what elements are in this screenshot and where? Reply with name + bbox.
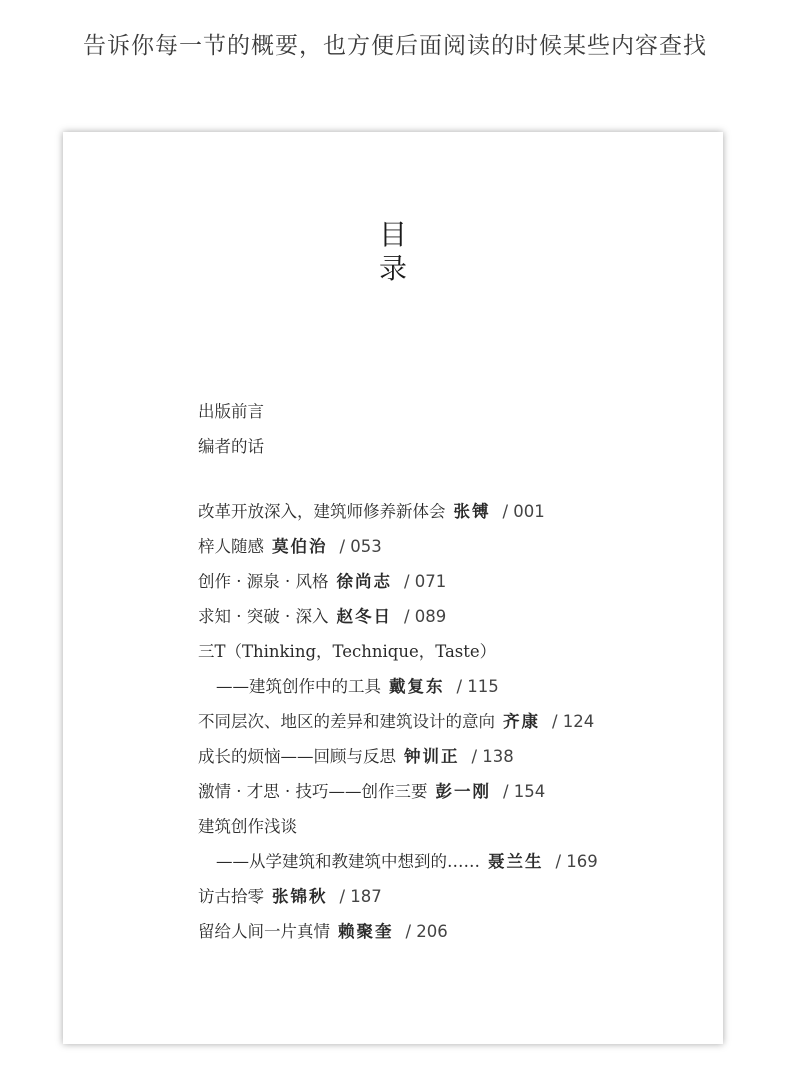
- toc-entry: [198, 529, 598, 564]
- toc-entry-title: 三T（Thinking，Technique，Taste）: [198, 642, 497, 661]
- toc-entry: [198, 564, 598, 599]
- toc-entry: [198, 879, 598, 914]
- toc-front-item: 出版前言: [198, 402, 264, 421]
- toc-list: [198, 394, 598, 949]
- toc-heading: [63, 218, 723, 286]
- toc-entry-title: 梓人随感: [198, 537, 264, 556]
- toc-entry: [198, 599, 598, 634]
- toc-entry-author: 莫伯治: [272, 537, 328, 556]
- toc-entry-page: / 115: [456, 677, 499, 696]
- toc-entry-title: 不同层次、地区的差异和建筑设计的意向: [198, 712, 495, 731]
- toc-spacer: [198, 464, 598, 494]
- toc-entry-author: 张镈: [453, 502, 491, 521]
- toc-entry-page: / 169: [555, 852, 598, 871]
- toc-entry: [198, 844, 598, 879]
- toc-entry-author: 赖聚奎: [338, 922, 394, 941]
- toc-entry: [198, 914, 598, 949]
- toc-entry: [198, 704, 598, 739]
- toc-entry-author: 齐康: [503, 712, 540, 731]
- toc-entry-title: 建筑创作浅谈: [198, 817, 297, 836]
- toc-heading-char-2: 录: [378, 252, 407, 285]
- toc-entry-title: 留给人间一片真情: [198, 922, 330, 941]
- toc-entry-author: 徐尚志: [336, 572, 392, 591]
- toc-entry-title: 激情 · 才思 · 技巧——创作三要: [198, 782, 428, 801]
- toc-entry-page: / 089: [403, 607, 447, 626]
- toc-entry-page: / 124: [552, 712, 595, 731]
- toc-entry-author: 赵冬日: [336, 607, 392, 626]
- toc-entry-page: / 071: [403, 572, 447, 591]
- toc-entry: [198, 774, 598, 809]
- toc-entry-author: 张锦秋: [272, 887, 328, 906]
- toc-entry: [198, 634, 598, 669]
- toc-entry-title: 改革开放深入，建筑师修养新体会: [198, 502, 446, 521]
- toc-entries: [198, 494, 598, 949]
- toc-entry: [198, 494, 598, 529]
- toc-entry-page: / 154: [502, 782, 546, 801]
- toc-entry-title: 创作 · 源泉 · 风格: [198, 572, 329, 591]
- toc-entry-title: ——建筑创作中的工具: [216, 677, 381, 696]
- toc-entry-page: / 187: [339, 887, 382, 906]
- toc-entry-author: 钟训正: [404, 747, 460, 766]
- toc-entry: [198, 669, 598, 704]
- toc-entry-author: 彭一刚: [435, 782, 491, 801]
- caption-text: 告诉你每一节的概要，也方便后面阅读的时候某些内容查找: [83, 33, 707, 59]
- toc-entry-title: 求知 · 突破 · 深入: [198, 607, 329, 626]
- toc-entry-page: / 053: [339, 537, 382, 556]
- book-page: [63, 132, 723, 1044]
- toc-front-item: 编者的话: [198, 437, 264, 456]
- toc-entry: [198, 739, 598, 774]
- toc-entry: [198, 809, 598, 844]
- toc-entry-title: 成长的烦恼——回顾与反思: [198, 747, 396, 766]
- toc-entry-page: / 138: [471, 747, 514, 766]
- toc-entry-author: 戴复东: [389, 677, 445, 696]
- toc-entry-author: 聂兰生: [488, 852, 544, 871]
- toc-entry-title: 访古拾零: [198, 887, 264, 906]
- toc-entry-title: ——从学建筑和教建筑中想到的……: [216, 852, 480, 871]
- toc-heading-char-1: 目: [378, 218, 407, 251]
- toc-entry-page: / 206: [405, 922, 448, 941]
- toc-entry-page: / 001: [502, 502, 545, 521]
